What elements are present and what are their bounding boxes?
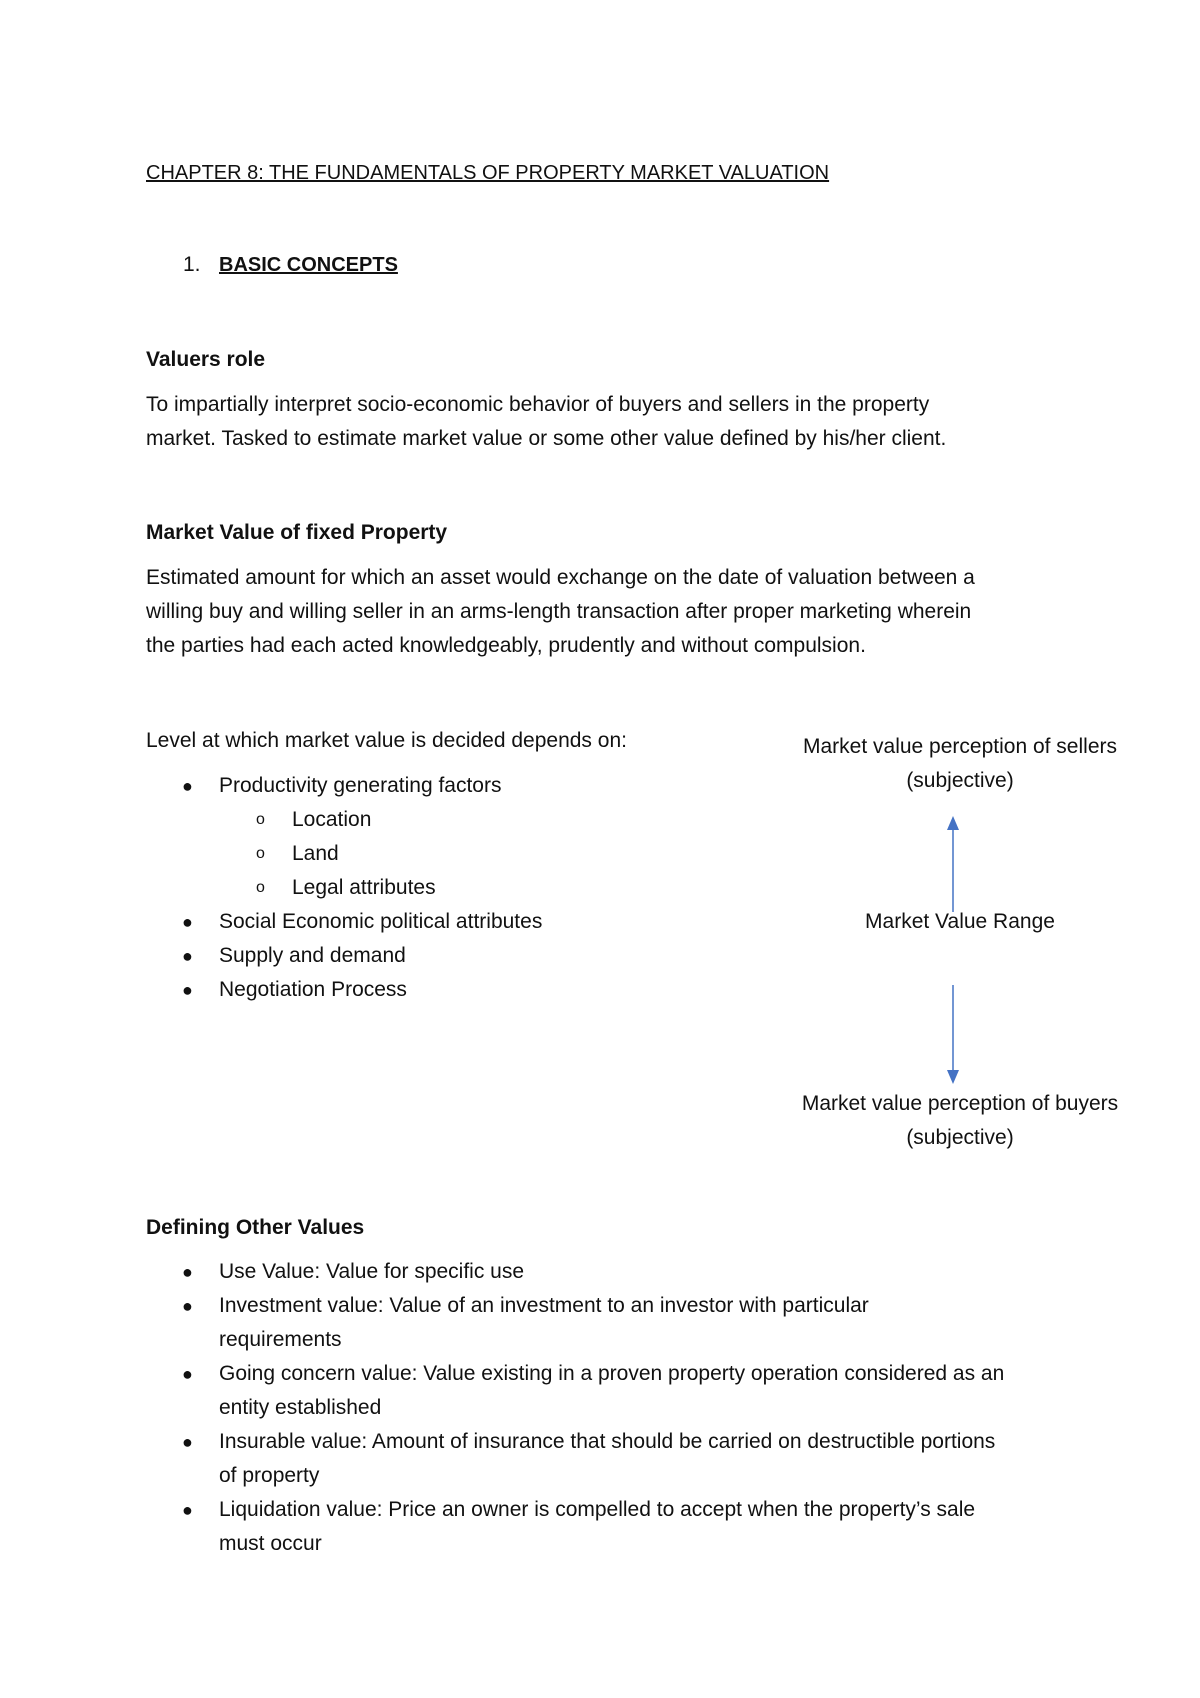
list-item — [146, 973, 542, 1007]
list-item-text: Social Economic political attributes — [219, 910, 543, 933]
sellers-perception-label: Market value perception of sellers — [803, 735, 1117, 758]
level-factors-list — [146, 769, 542, 1007]
list-item — [146, 1493, 1004, 1561]
market-value-range-diagram — [760, 720, 1160, 1160]
market-value-line-2: willing buy and willing seller in an arms-length transaction after proper marketing wherein — [146, 600, 972, 623]
hollow-bullet-icon: o — [256, 811, 265, 828]
bullet-icon: ● — [182, 1262, 193, 1282]
bullet-icon: ● — [182, 946, 193, 966]
list-item — [146, 1289, 1004, 1357]
bullet-icon: ● — [182, 776, 193, 796]
list-item — [146, 939, 542, 973]
buyers-subjective-label: (subjective) — [906, 1126, 1014, 1149]
list-item-line: Going concern value: Value existing in a proven property operation considered as an — [219, 1362, 1005, 1385]
market-value-heading: Market Value of fixed Property — [146, 521, 448, 544]
list-item — [146, 1357, 1004, 1425]
hollow-bullet-icon: o — [256, 845, 265, 862]
list-item-line: Liquidation value: Price an owner is compelled to accept when the property’s sale — [219, 1498, 976, 1521]
valuers-role-heading: Valuers role — [146, 348, 266, 371]
list-item-line: of property — [219, 1464, 320, 1487]
level-intro: Level at which market value is decided depends on: — [146, 729, 627, 752]
other-values-list — [146, 1255, 1004, 1561]
section-number: 1. — [183, 253, 201, 276]
other-values-heading: Defining Other Values — [146, 1216, 365, 1239]
list-item-text: Negotiation Process — [219, 978, 407, 1001]
list-item-text: Location — [292, 808, 372, 831]
list-item-text: Supply and demand — [219, 944, 406, 967]
chapter-title: CHAPTER 8: THE FUNDAMENTALS OF PROPERTY MARKET VALUATION — [146, 162, 830, 184]
list-item-text: Land — [292, 842, 339, 865]
list-item-line: Investment value: Value of an investment to an investor with particular — [219, 1294, 869, 1317]
list-item-line: Use Value: Value for specific use — [219, 1260, 525, 1283]
list-item — [146, 1425, 1004, 1493]
list-item-text: Productivity generating factors — [219, 774, 502, 797]
bullet-icon: ● — [182, 1364, 193, 1384]
bullet-icon: ● — [182, 1432, 193, 1452]
list-item — [146, 769, 542, 803]
list-item — [146, 905, 542, 939]
down-arrow-icon — [947, 1070, 959, 1084]
list-item — [146, 871, 542, 905]
list-item-text: Legal attributes — [292, 876, 436, 899]
buyers-perception-label: Market value perception of buyers — [801, 1092, 1119, 1115]
bullet-icon: ● — [182, 1296, 193, 1316]
list-item — [146, 803, 542, 837]
valuers-role-line-1: To impartially interpret socio-economic behavior of buyers and sellers in the property — [146, 393, 930, 416]
list-item-line: entity established — [219, 1396, 382, 1419]
market-value-line-1: Estimated amount for which an asset would exchange on the date of valuation between a — [146, 566, 975, 589]
section-title: BASIC CONCEPTS — [219, 254, 398, 276]
bullet-icon: ● — [182, 980, 193, 1000]
list-item-line: Insurable value: Amount of insurance that should be carried on destructible portions — [219, 1430, 996, 1453]
valuers-role-line-2: market. Tasked to estimate market value or some other value defined by his/her client. — [146, 427, 947, 450]
list-item — [146, 1255, 1004, 1289]
bullet-icon: ● — [182, 1500, 193, 1520]
sellers-subjective-label: (subjective) — [906, 769, 1014, 792]
market-value-range-label: Market Value Range — [865, 910, 1055, 933]
up-arrow-icon — [947, 816, 959, 830]
bullet-icon: ● — [182, 912, 193, 932]
market-value-line-3: the parties had each acted knowledgeably, prudently and without compulsion. — [146, 634, 866, 657]
list-item-line: must occur — [219, 1532, 322, 1555]
hollow-bullet-icon: o — [256, 879, 265, 896]
list-item — [146, 837, 542, 871]
list-item-line: requirements — [219, 1328, 342, 1351]
